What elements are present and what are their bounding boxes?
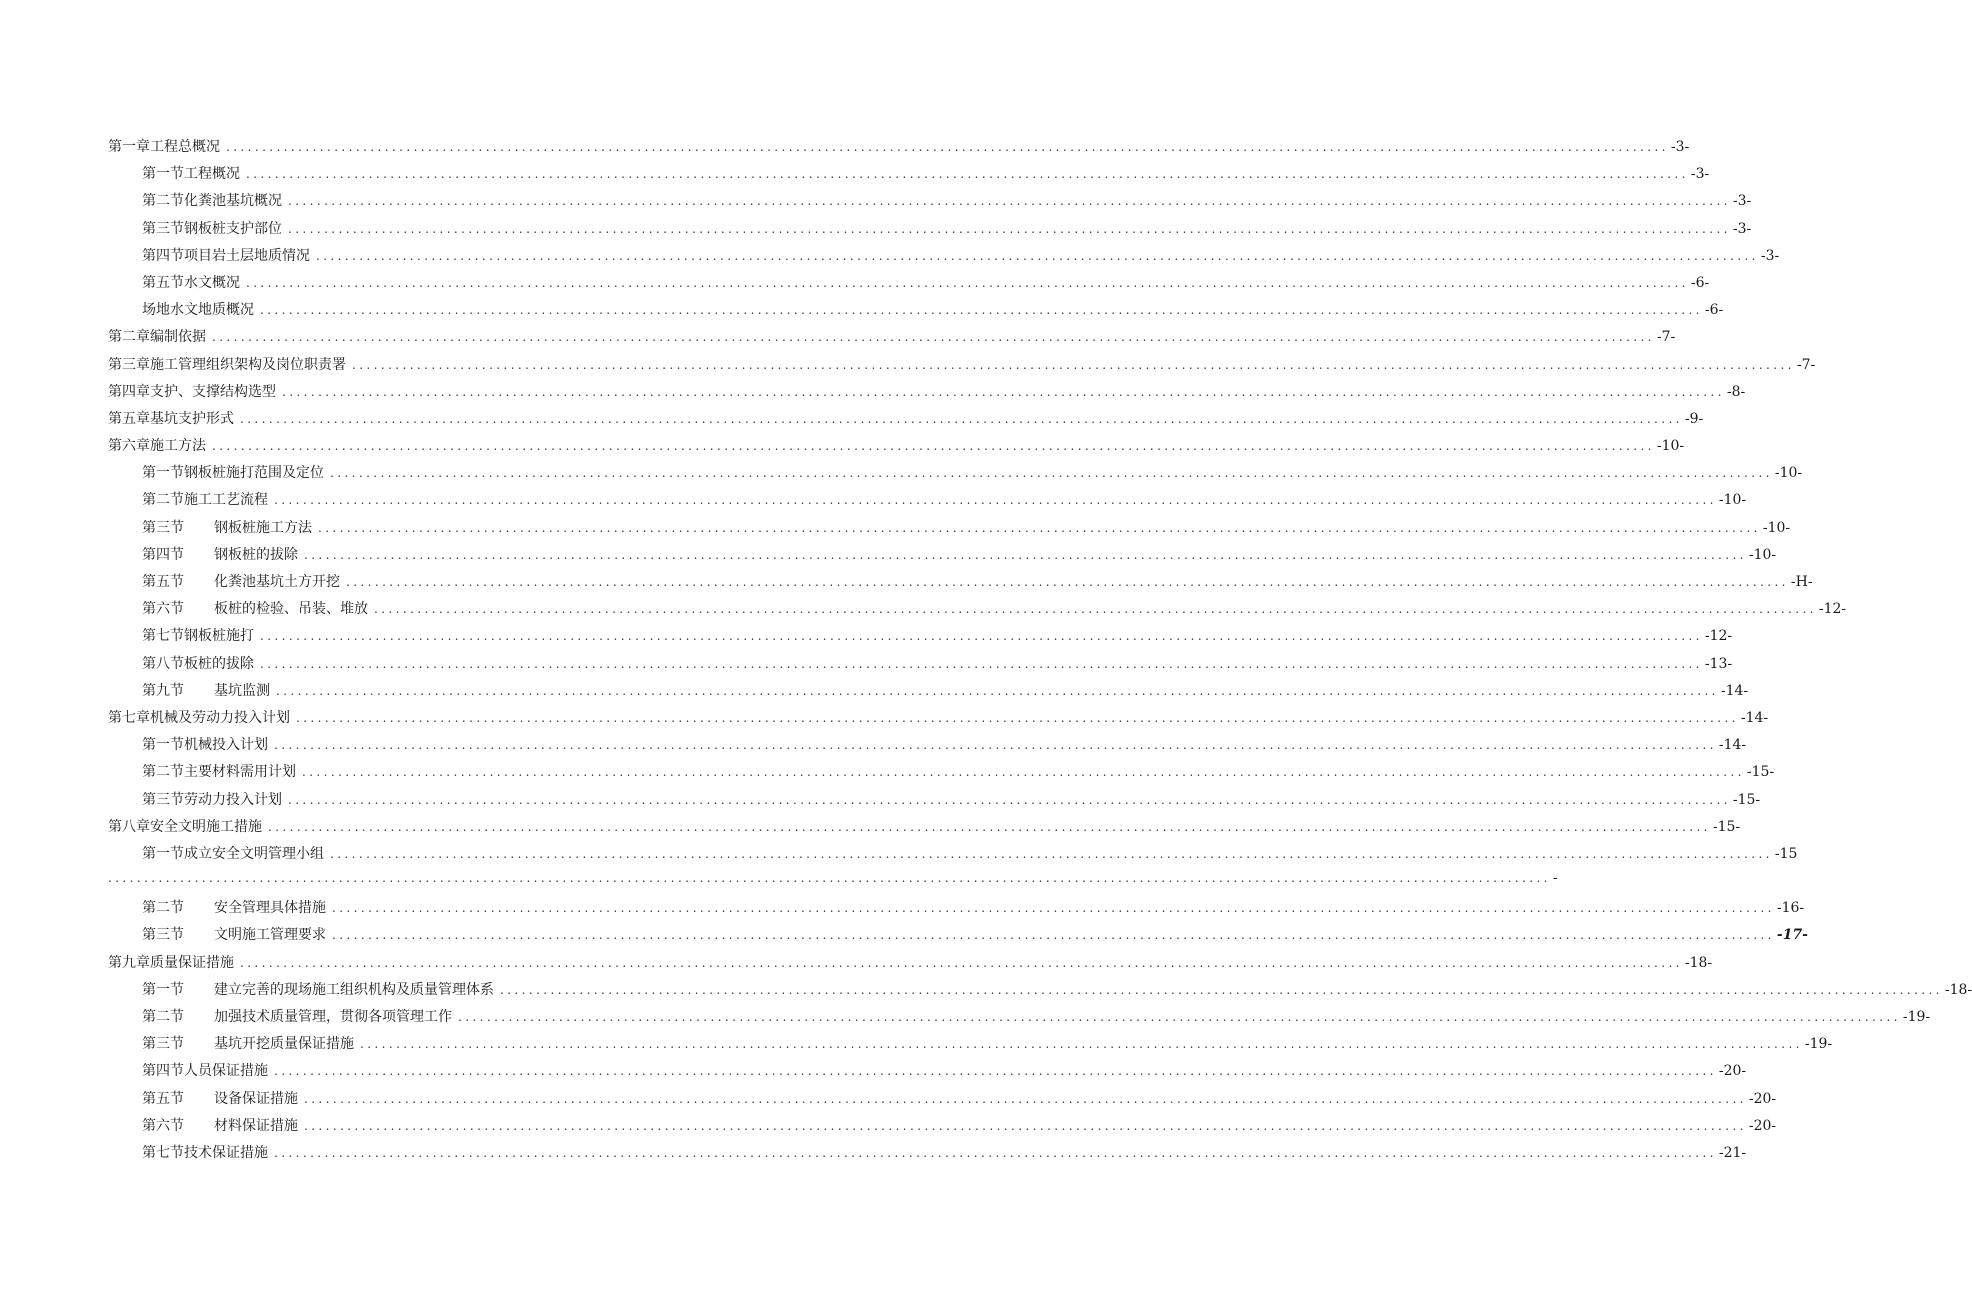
toc-entry-title-tail: 基坑开挖质量保证措施 (214, 1036, 354, 1053)
dot-leader: ........................................................................................................................................................................................................ (108, 871, 1551, 886)
toc-page-number: -15- (1746, 764, 1775, 781)
dot-leader: ........................................................................................................................................................................................................ (304, 1118, 1747, 1133)
toc-entry-title-text: 第七章机械及劳动力投入计划 (108, 709, 290, 726)
toc-page-number: -3- (1670, 139, 1690, 155)
toc-entry-title-tail: 钢板桩施工方法 (214, 519, 312, 536)
toc-entry-title-text: 第九章质量保证措施 (108, 954, 234, 971)
toc-entry-title-tail: 设备保证措施 (214, 1090, 298, 1107)
table-of-contents (108, 136, 1972, 1169)
toc-entry[interactable] (108, 789, 1761, 816)
toc-page-number: -12- (1704, 628, 1733, 645)
toc-entry[interactable] (108, 653, 1733, 680)
dot-leader: ........................................................................................................................................................................................................ (318, 520, 1761, 535)
toc-page-number: -16- (1776, 900, 1805, 917)
toc-page-number: -18- (1684, 954, 1713, 971)
dot-leader: ........................................................................................................................................................................................................ (260, 629, 1703, 644)
toc-entry[interactable] (108, 190, 1752, 217)
toc-entry-title-text: 第七节钢板桩施打 (142, 628, 254, 645)
toc-entry-title-tail: 文明施工管理要求 (214, 927, 326, 944)
dot-leader: ........................................................................................................................................................................................................ (260, 303, 1703, 318)
toc-entry-title (142, 489, 268, 509)
toc-entry[interactable] (108, 680, 1749, 707)
toc-page-number: -17- (1776, 927, 1808, 944)
toc-entry[interactable] (108, 1033, 1833, 1060)
toc-page-number: -9- (1684, 410, 1704, 427)
toc-entry[interactable] (108, 924, 1808, 951)
dot-leader: ........................................................................................................................................................................................................ (240, 411, 1683, 426)
dot-leader: ........................................................................................................................................................................................................ (268, 819, 1711, 834)
toc-entry-title (108, 816, 262, 836)
dot-leader: ........................................................................................................................................................................................................ (282, 384, 1725, 399)
toc-entry[interactable] (108, 625, 1733, 652)
toc-page-number: -8- (1726, 383, 1746, 400)
toc-entry[interactable] (108, 462, 1803, 489)
toc-entry-title (142, 924, 326, 944)
toc-entry-title-text: 第二章编制依据 (108, 329, 206, 346)
toc-entry-title (142, 163, 240, 183)
toc-entry-title-tail: 化粪池基坑土方开挖 (214, 574, 340, 590)
toc-page-number: -20- (1748, 1090, 1777, 1107)
dot-leader: ........................................................................................................................................................................................................ (316, 248, 1759, 263)
toc-page-number: -10- (1762, 519, 1791, 536)
toc-entry-title (142, 218, 282, 238)
dot-leader: ........................................................................................................................................................................................................ (260, 656, 1703, 671)
toc-entry-title-text: 场地水文地质概况 (142, 302, 254, 319)
toc-entry-title-tail: 安全管理具体措施 (214, 900, 326, 917)
toc-entry-title (142, 190, 282, 210)
toc-entry-title-tail: 材料保证措施 (214, 1117, 298, 1134)
toc-page-number: -10- (1748, 546, 1777, 563)
toc-entry-title (142, 843, 324, 863)
dot-leader: ........................................................................................................................................................................................................ (500, 982, 1943, 997)
toc-entry-title-text: 第二节主要材料需用计划 (142, 764, 296, 781)
dot-leader: ........................................................................................................................................................................................................ (332, 901, 1775, 916)
toc-entry[interactable] (108, 163, 1710, 190)
toc-entry[interactable] (108, 1006, 1931, 1033)
toc-entry[interactable] (108, 354, 1816, 381)
toc-entry-title (108, 136, 220, 156)
toc-page-number: -3- (1732, 220, 1752, 237)
toc-entry-title (142, 517, 312, 537)
toc-entry[interactable] (108, 1060, 1747, 1087)
toc-page-number: -18- (1944, 981, 1972, 998)
toc-page-number: -12- (1818, 601, 1847, 618)
toc-entry-title (142, 598, 368, 618)
dot-leader: ........................................................................................................................................................................................................ (296, 710, 1739, 725)
toc-entry-title (108, 354, 346, 374)
toc-page-number: -7- (1656, 329, 1676, 346)
toc-entry[interactable] (108, 870, 1558, 897)
toc-entry-title-text: 第五章基坑支护形式 (108, 410, 234, 427)
toc-entry-title-text: 第三章施工管理组织架构及岗位职责署 (108, 356, 346, 373)
toc-entry-title-text: 第四节项目岩土层地质情况 (142, 247, 310, 264)
toc-entry-title-text: 第三节钢板桩支护部位 (142, 220, 282, 237)
toc-entry-title-text: 第二节 (142, 900, 184, 917)
toc-entry-title (142, 1088, 298, 1108)
toc-entry[interactable] (108, 1142, 1747, 1169)
toc-page-number: -10- (1774, 465, 1803, 482)
toc-entry-title-text: 第四节 (142, 546, 184, 563)
toc-entry-title-text: 第一节工程概况 (142, 166, 240, 183)
toc-page-number: -10- (1656, 438, 1685, 455)
toc-entry[interactable] (108, 734, 1747, 761)
toc-entry-title (142, 245, 310, 265)
toc-entry-title-text: 第五节 (142, 1090, 184, 1107)
toc-entry[interactable] (108, 381, 1746, 408)
toc-entry-title (142, 462, 324, 482)
toc-page-number: -14- (1720, 682, 1749, 699)
toc-entry[interactable] (108, 952, 1713, 979)
toc-page-number: -3- (1732, 193, 1752, 210)
toc-entry-title-tail: 钢板桩的拔除 (214, 546, 298, 563)
dot-leader: ........................................................................................................................................................................................................ (288, 792, 1731, 807)
toc-page-number: -10- (1718, 492, 1747, 509)
dot-leader: ........................................................................................................................................................................................................ (212, 439, 1655, 454)
toc-page-number: -21- (1718, 1144, 1747, 1161)
toc-entry[interactable] (108, 489, 1747, 516)
toc-entry-title (142, 1006, 452, 1026)
toc-entry-title-text: 第一节成立安全文明管理小组 (142, 845, 324, 862)
toc-entry-title-text: 第五节 (142, 574, 184, 590)
toc-entry-title-tail: 板桩的检验、吊装、堆放 (214, 601, 368, 618)
toc-entry[interactable] (108, 517, 1791, 544)
toc-entry-title (142, 1142, 268, 1162)
toc-entry-title-text: 第六章施工方法 (108, 438, 206, 455)
toc-entry[interactable] (108, 979, 1972, 1006)
toc-page-number: -14- (1718, 737, 1747, 754)
dot-leader: ........................................................................................................................................................................................................ (374, 602, 1817, 617)
toc-page-number: -14- (1740, 709, 1769, 726)
toc-page-number: -3- (1690, 166, 1710, 183)
dot-leader: ........................................................................................................................................................................................................ (360, 1037, 1803, 1052)
toc-entry-title (142, 680, 270, 700)
toc-entry-title-text: 第一节 (142, 981, 184, 998)
dot-leader: ........................................................................................................................................................................................................ (302, 765, 1745, 780)
toc-entry-title (142, 1033, 354, 1053)
dot-leader: ........................................................................................................................................................................................................ (274, 493, 1717, 508)
toc-entry-title (108, 326, 206, 346)
toc-page-number: -13- (1704, 655, 1733, 672)
dot-leader: ........................................................................................................................................................................................................ (288, 221, 1731, 236)
toc-entry[interactable] (108, 245, 1780, 272)
toc-entry-title-text: 第三节 (142, 519, 184, 536)
dot-leader: ........................................................................................................................................................................................................ (332, 928, 1775, 943)
dot-leader: ........................................................................................................................................................................................................ (304, 1091, 1747, 1106)
dot-leader: ........................................................................................................................................................................................................ (246, 167, 1689, 182)
toc-entry-title (142, 1115, 298, 1135)
dot-leader: ........................................................................................................................................................................................................ (240, 955, 1683, 970)
toc-entry-title-text: 第三节 (142, 1036, 184, 1053)
toc-entry-title (108, 381, 276, 401)
toc-entry-title-tail: 加强技术质量管理，贯彻各项管理工作 (214, 1009, 452, 1025)
dot-leader: ........................................................................................................................................................................................................ (304, 547, 1747, 562)
toc-page-number: -15- (1712, 818, 1741, 835)
toc-entry-title-text: 第四章支护、支撑结构选型 (108, 383, 276, 400)
toc-entry-title (108, 435, 206, 455)
toc-entry-title-text: 第二节施工工艺流程 (142, 492, 268, 509)
toc-entry-title-text: 第四节人员保证措施 (142, 1063, 268, 1080)
toc-entry[interactable] (108, 761, 1775, 788)
toc-entry-title (142, 761, 296, 781)
toc-entry-title-text: 第一节钢板桩施打范围及定位 (142, 465, 324, 482)
toc-entry-title-text: 第一章工程总概况 (108, 139, 220, 155)
toc-entry-title-tail: 建立完善的现场施工组织机构及质量管理体系 (214, 981, 494, 998)
toc-entry-title-text: 第六节 (142, 1117, 184, 1134)
dot-leader: ........................................................................................................................................................................................................ (346, 575, 1789, 589)
toc-entry-title-text: 第六节 (142, 601, 184, 618)
toc-entry-title (108, 707, 290, 727)
toc-entry-title-text: 第八章安全文明施工措施 (108, 818, 262, 835)
toc-entry-title-text: 第一节机械投入计划 (142, 737, 268, 754)
toc-entry-title-text: 第八节板桩的拔除 (142, 655, 254, 672)
toc-page-number: -15- (1732, 791, 1761, 808)
toc-entry-title (142, 734, 268, 754)
dot-leader: ........................................................................................................................................................................................................ (458, 1010, 1901, 1024)
toc-page-number: -7- (1796, 356, 1816, 373)
toc-page-number: -20- (1718, 1063, 1747, 1080)
toc-entry-title-tail: 基坑监测 (214, 682, 270, 699)
toc-page-number: -6- (1704, 302, 1724, 319)
dot-leader: ........................................................................................................................................................................................................ (276, 683, 1719, 698)
toc-entry[interactable] (108, 571, 1813, 598)
toc-entry-title (142, 299, 254, 319)
toc-page-number: -6- (1690, 274, 1710, 291)
toc-entry[interactable] (108, 408, 1704, 435)
dot-leader: ........................................................................................................................................................................................................ (226, 140, 1669, 154)
toc-entry-title (142, 272, 240, 292)
toc-page-number: -H- (1790, 574, 1813, 590)
toc-page-number: -20- (1748, 1117, 1777, 1134)
toc-entry[interactable] (108, 1115, 1777, 1142)
toc-entry[interactable] (108, 326, 1676, 353)
dot-leader: ........................................................................................................................................................................................................ (330, 846, 1773, 861)
toc-entry[interactable] (108, 544, 1777, 571)
toc-entry[interactable] (108, 598, 1847, 625)
toc-entry[interactable] (108, 707, 1769, 734)
dot-leader: ........................................................................................................................................................................................................ (288, 194, 1731, 209)
toc-entry-title-text: 第九节 (142, 682, 184, 699)
toc-entry-title (108, 952, 234, 972)
toc-page-number: -3- (1760, 247, 1780, 264)
toc-entry-title-text: 第二节化粪池基坑概况 (142, 193, 282, 210)
dot-leader: ........................................................................................................................................................................................................ (246, 275, 1689, 290)
toc-entry-title (142, 789, 282, 809)
toc-page-number: -15 (1774, 845, 1798, 862)
toc-entry[interactable] (108, 136, 1690, 163)
toc-page-number: -19- (1804, 1036, 1833, 1053)
toc-entry[interactable] (108, 272, 1710, 299)
toc-entry-title (142, 544, 298, 564)
toc-entry-title (142, 979, 494, 999)
toc-entry[interactable] (108, 299, 1724, 326)
toc-entry-title-text: 第七节技术保证措施 (142, 1144, 268, 1161)
toc-entry[interactable] (108, 435, 1685, 462)
toc-entry-title-text: 第三节劳动力投入计划 (142, 791, 282, 808)
toc-entry[interactable] (108, 843, 1798, 870)
toc-entry[interactable] (108, 218, 1752, 245)
dot-leader: ........................................................................................................................................................................................................ (352, 357, 1795, 372)
toc-entry-title (142, 625, 254, 645)
toc-entry[interactable] (108, 897, 1805, 924)
toc-entry-title-text: 第二节 (142, 1009, 184, 1025)
toc-entry-title (142, 653, 254, 673)
toc-entry-title-text: 第三节 (142, 927, 184, 944)
dot-leader: ........................................................................................................................................................................................................ (274, 1064, 1717, 1079)
dot-leader: ........................................................................................................................................................................................................ (274, 738, 1717, 753)
toc-entry[interactable] (108, 1088, 1777, 1115)
dot-leader: ........................................................................................................................................................................................................ (330, 466, 1773, 481)
toc-page-number: - (1552, 870, 1558, 887)
toc-entry-title (142, 1060, 268, 1080)
dot-leader: ........................................................................................................................................................................................................ (274, 1145, 1717, 1160)
toc-page-number: -19- (1902, 1009, 1931, 1025)
toc-entry-title (142, 897, 326, 917)
toc-entry[interactable] (108, 816, 1741, 843)
toc-entry-title (108, 408, 234, 428)
dot-leader: ........................................................................................................................................................................................................ (212, 330, 1655, 345)
toc-entry-title (142, 571, 340, 591)
toc-entry-title-text: 第五节水文概况 (142, 274, 240, 291)
